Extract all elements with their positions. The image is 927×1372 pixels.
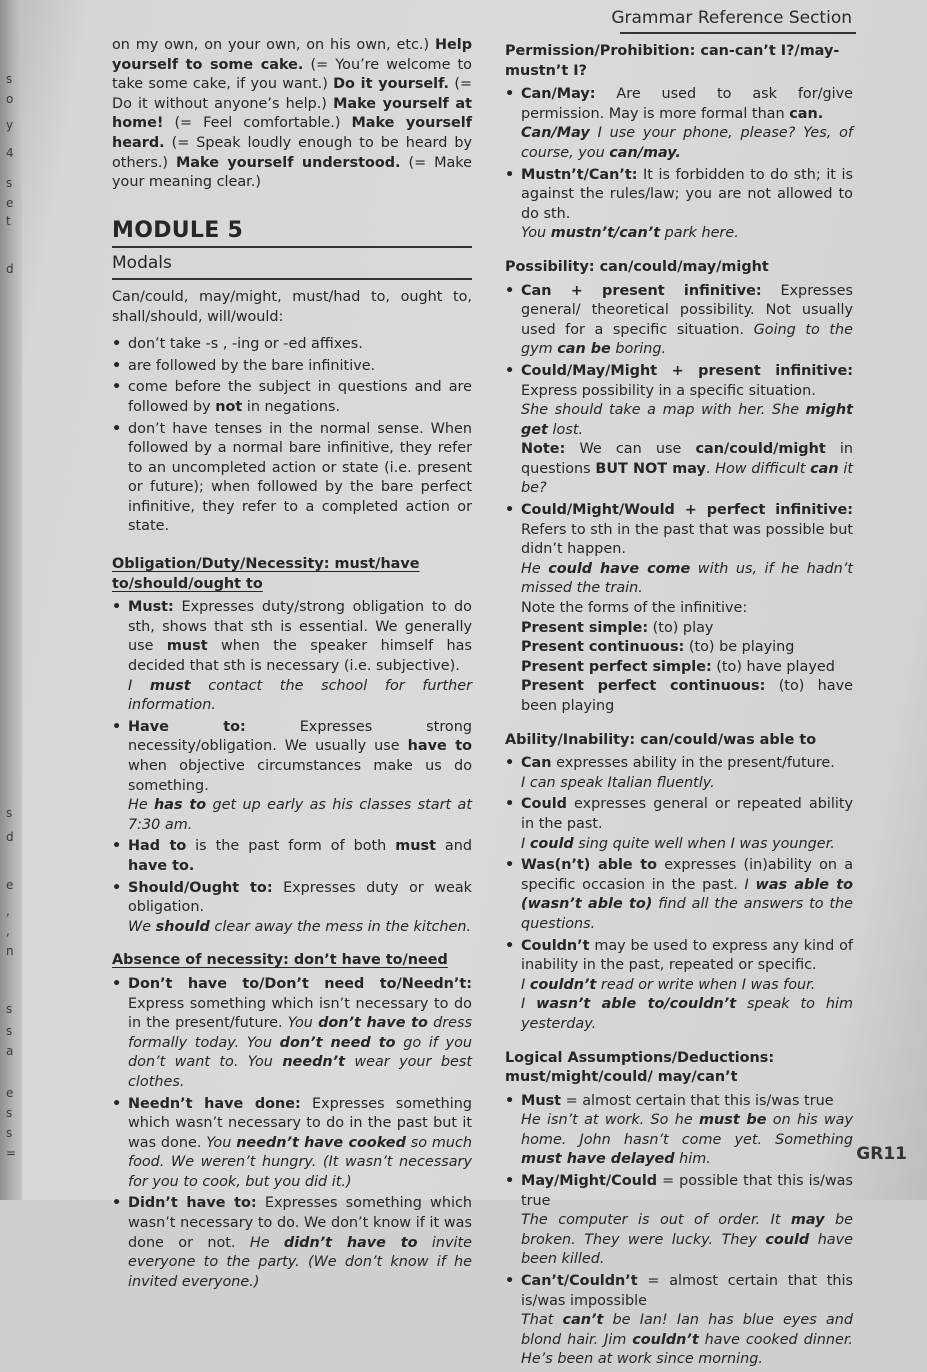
margin-char: o: [6, 92, 14, 106]
text-run: You: [287, 1015, 319, 1032]
text-run: Do it yourself.: [333, 76, 450, 93]
header-rule: [620, 32, 856, 34]
text-run: Could/May/Might + present infinitive:: [521, 362, 853, 379]
text-run: Must: [521, 1092, 562, 1109]
text-run: Make yourself heard.: [112, 115, 472, 151]
text-run: Express something which isn’t necessary to do in the present/future.: [128, 995, 472, 1032]
text-run: Had to: [128, 838, 187, 855]
text-run: expresses ability in the present/future.: [551, 755, 835, 772]
text-run: needn’t have cooked: [236, 1134, 406, 1151]
text-run: must: [166, 638, 208, 655]
margin-char: s: [6, 176, 13, 190]
text-run: can be: [557, 341, 611, 358]
text-run: BUT NOT may: [595, 460, 706, 477]
bullet-item: [505, 795, 853, 854]
text-run: can/may.: [609, 144, 681, 161]
modals-title: Modals: [112, 253, 172, 274]
modals-rule: [112, 278, 472, 280]
text-run: Present perfect continuous:: [521, 678, 766, 695]
text-run: Are used to ask for/give permission. May is more formal than: [521, 86, 853, 122]
margin-char: ,: [6, 924, 10, 938]
text-run: wasn’t able to/couldn’t: [536, 996, 737, 1013]
text-run: (= Feel comfortable.): [163, 115, 352, 132]
text-run: I use your phone, please? Yes, of course, you: [521, 125, 853, 161]
text-run: (= Do it without anyone’s help.): [112, 76, 472, 112]
text-run: Present perfect simple:: [521, 658, 712, 675]
logical-heading: Logical Assumptions/Deductions: must/might/could/ may/can’t: [505, 1049, 775, 1086]
margin-char: n: [6, 944, 14, 958]
text-run: must: [149, 677, 191, 694]
bullet-item: [505, 1172, 853, 1270]
bullet-item: [112, 718, 472, 836]
bullet-item: [505, 362, 853, 499]
text-run: Note:: [521, 441, 566, 458]
bullet-item: [112, 879, 472, 938]
margin-char: 4: [6, 146, 14, 160]
possibility-heading: Possibility: can/could/may/might: [505, 258, 769, 275]
permission-heading: Permission/Prohibition: can-can’t I?/may-mustn’t I?: [505, 43, 840, 79]
text-run: Present simple:: [521, 619, 649, 636]
text-run: must be: [699, 1112, 767, 1129]
margin-char: a: [6, 1044, 14, 1058]
text-run: find all the answers to the questions.: [521, 896, 854, 932]
ability-heading: Ability/Inability: can/could/was able to: [505, 731, 817, 748]
text-run: Can: [521, 755, 552, 772]
text-run: I: [744, 876, 756, 893]
bullet-item: [112, 837, 472, 876]
text-run: Can’t/Couldn’t: [521, 1273, 638, 1290]
text-run: him.: [674, 1151, 711, 1168]
text-run: We can use: [565, 441, 696, 458]
text-run: Help yourself to some cake.: [112, 37, 472, 73]
text-run: Don’t have to/Don’t need to/Needn’t:: [128, 975, 472, 992]
text-run: It is forbidden to do sth; it is against the rules/law; you are not allowed to do sth.: [521, 166, 853, 222]
text-run: Make yourself at home!: [112, 95, 472, 132]
text-run: He: [249, 1234, 284, 1251]
text-run: couldn’t: [529, 976, 597, 993]
text-run: don’t need to: [279, 1034, 396, 1051]
bullet-item: [112, 357, 472, 377]
text-run: = almost certain that this is/was impossible: [521, 1273, 853, 1309]
text-run: wear your best clothes.: [128, 1054, 472, 1090]
bullet-item: [112, 1194, 472, 1292]
text-run: was able to (wasn’t able to): [521, 876, 854, 913]
bullet-item: [505, 754, 853, 793]
text-run: may: [790, 1212, 825, 1229]
bullet-item: [505, 85, 853, 163]
text-run: He isn’t at work. So he: [521, 1112, 700, 1129]
left-column: [112, 36, 472, 1294]
text-run: on his way home. John hasn’t come yet. Something: [521, 1112, 853, 1148]
module-rule: [112, 246, 472, 248]
text-run: have to: [407, 738, 472, 755]
text-run: be Ian! Ian has blue eyes and blond hair. Jim: [521, 1312, 854, 1348]
text-run: get up early as his classes start at 7:30 am.: [128, 797, 472, 833]
text-run: He: [128, 797, 155, 814]
text-run: so much food. We weren’t hungry. (It wasn’t necessary for you to cook, but you did it.): [128, 1134, 472, 1190]
text-run: may be used to express any kind of inability in the past, repeated or specific.: [521, 937, 853, 974]
text-run: could have come: [548, 560, 691, 577]
text-run: Mustn’t/Can’t:: [521, 166, 638, 183]
margin-char: e: [6, 196, 14, 210]
text-run: go if you don’t want to. You: [128, 1034, 472, 1071]
text-run: clear away the mess in the kitchen.: [209, 918, 472, 935]
text-run: Could: [521, 796, 567, 813]
text-run: (= You’re welcome to take some cake, if you want.): [112, 56, 472, 93]
margin-char: s: [6, 72, 13, 86]
text-run: Make yourself understood.: [175, 154, 401, 171]
text-run: in negations.: [242, 398, 341, 415]
text-run: Must:: [128, 599, 174, 616]
ability-list: [505, 754, 853, 1034]
text-run: Needn’t have done:: [128, 1095, 301, 1112]
text-run: (to) play: [648, 619, 714, 636]
text-run: (to) have been playing: [521, 678, 853, 714]
text-run: needn’t: [282, 1054, 345, 1071]
text-run: should: [155, 918, 210, 935]
text-run: Expresses something which wasn’t necessary to do in the past but it was done.: [128, 1095, 472, 1151]
module-title: MODULE 5: [112, 217, 244, 243]
text-run: = possible that this is/was true: [521, 1173, 853, 1209]
text-run: I: [128, 677, 150, 694]
text-run: Could/Might/Would + perfect infinitive:: [521, 502, 853, 519]
text-run: mustn’t/can’t: [550, 225, 661, 242]
bullet-item: [505, 1092, 853, 1170]
text-run: didn’t have to: [283, 1234, 418, 1251]
margin-char: s: [6, 1106, 13, 1120]
absence-list: [112, 975, 472, 1293]
bullet-item: [112, 1095, 472, 1193]
text-run: sing quite well when I was younger.: [573, 835, 835, 852]
text-run: That: [521, 1312, 563, 1329]
margin-char: e: [6, 1086, 14, 1100]
text-run: How difficult: [715, 460, 811, 477]
text-run: Can/May: [521, 125, 590, 142]
text-run: contact the school for further information.: [128, 677, 472, 714]
text-run: have cooked dinner. He’s been at work since morning.: [521, 1331, 853, 1368]
text-run: Going to the gym: [521, 321, 853, 358]
bullet-item: [505, 282, 853, 360]
text-run: boring.: [610, 341, 667, 358]
text-run: be broken. They were lucky. They: [521, 1212, 853, 1248]
text-run: not: [215, 398, 243, 415]
margin-char: s: [6, 1024, 13, 1038]
margin-char: d: [6, 830, 14, 844]
margin-char: =: [6, 1146, 17, 1160]
text-run: Present continuous:: [521, 639, 685, 656]
text-run: can.: [789, 105, 824, 122]
text-run: in questions: [521, 441, 853, 477]
text-run: (to) have played: [711, 658, 835, 675]
text-run: (= Make your meaning clear.): [112, 154, 472, 191]
text-run: The computer is out of order. It: [521, 1212, 791, 1229]
text-run: I: [521, 996, 537, 1013]
text-run: have been killed.: [521, 1231, 854, 1268]
text-run: don’t have to: [318, 1015, 428, 1032]
text-run: (= Speak loudly enough to be heard by others.): [112, 134, 472, 171]
possibility-list: [505, 282, 853, 717]
header-title: Grammar Reference Section: [611, 8, 852, 28]
text-run: I can speak Italian fluently.: [521, 774, 715, 791]
bullet-item: [505, 501, 853, 717]
page-number: GR11: [856, 1144, 907, 1164]
text-run: You: [206, 1134, 237, 1151]
obligation-list: [112, 598, 472, 937]
page-header: [611, 4, 920, 34]
text-run: Express possibility in a specific situation.: [521, 382, 816, 399]
text-run: don’t have tenses in the normal sense. When followed by a normal bare infinitive, they refer to an uncompleted action or state (i.e. present or future); when followed by the bare perfect infinitive, they refer to a completed action or state.: [128, 420, 472, 535]
margin-char: s: [6, 806, 13, 820]
text-run: (to) be playing: [684, 639, 795, 656]
margin-char: ,: [6, 904, 10, 918]
bullet-item: [505, 856, 853, 934]
bullet-item: [505, 937, 853, 1035]
right-column: [505, 42, 853, 1372]
text-run: Expresses duty/strong obligation to do sth, shows that sth is essential. We generally use: [128, 599, 472, 655]
text-run: could: [529, 835, 574, 852]
text-run: can/could/might: [695, 441, 826, 458]
text-run: Expresses strong necessity/obligation. We usually use: [128, 718, 472, 755]
text-run: lost.: [547, 421, 584, 438]
margin-char: t: [6, 214, 11, 228]
text-run: You: [521, 225, 551, 242]
text-run: must: [395, 838, 436, 855]
text-run: He: [521, 560, 549, 577]
text-run: Note the forms of the infinitive:: [521, 600, 748, 617]
text-run: when objective circumstances make us do something.: [128, 758, 472, 794]
text-run: on my own, on your own, on his own, etc.): [112, 37, 435, 53]
text-run: read or write when I was four.: [596, 976, 816, 993]
text-run: can: [810, 460, 839, 477]
text-run: Can/May:: [521, 86, 596, 103]
text-run: = almost certain that this is/was true: [561, 1092, 834, 1109]
text-run: couldn’t: [632, 1331, 699, 1348]
text-run: May/Might/Could: [521, 1173, 658, 1190]
text-run: We: [128, 918, 156, 935]
margin-char: d: [6, 262, 14, 276]
text-run: Couldn’t: [521, 937, 590, 954]
text-run: could: [765, 1231, 810, 1248]
text-run: Expresses duty or weak obligation.: [128, 879, 472, 916]
text-run: Should/Ought to:: [128, 879, 273, 896]
text-run: is the past form of both: [186, 838, 396, 855]
text-run: Expresses something which wasn’t necessary to do. We don’t know if it was done or not.: [128, 1195, 472, 1251]
text-run: I: [521, 835, 530, 852]
text-run: dress formally today. You: [128, 1015, 472, 1051]
logical-list: [505, 1092, 853, 1370]
bullet-item: [112, 335, 472, 355]
intro-paragraph: [112, 36, 472, 193]
text-run: Didn’t have to:: [128, 1195, 257, 1212]
bullet-item: [112, 420, 472, 538]
margin-char: s: [6, 1126, 13, 1140]
text-run: and: [435, 838, 472, 855]
text-run: has to: [154, 797, 207, 814]
text-run: park here.: [660, 225, 739, 242]
text-run: invite everyone to the party. (We don’t know if he invited everyone.): [128, 1234, 473, 1290]
text-run: it be?: [521, 460, 854, 497]
obligation-heading: Obligation/Duty/Necessity: must/have to/should/ought to: [112, 556, 420, 592]
text-run: might get: [521, 402, 853, 438]
text-run: when the speaker himself has decided that sth is necessary (i.e. subjective).: [128, 638, 472, 675]
text-run: can’t: [562, 1312, 604, 1329]
modals-list: [112, 335, 472, 537]
text-run: Expresses general/ theoretical possibility. Not usually used for a specific situation.: [521, 282, 853, 338]
modals-intro: Can/could, may/might, must/had to, ought to, shall/should, will/would:: [112, 288, 472, 325]
text-run: Refers to sth in the past that was possible but didn’t happen.: [521, 521, 853, 558]
text-run: She should take a map with her. She: [521, 402, 806, 419]
text-run: with us, if he hadn’t missed the train.: [521, 560, 854, 597]
text-run: must have delayed: [521, 1151, 675, 1168]
text-run: have to.: [128, 857, 195, 874]
margin-char: e: [6, 878, 14, 892]
bullet-item: [112, 975, 472, 1093]
text-run: don’t take -s , -ing or -ed affixes.: [128, 336, 363, 353]
text-run: are followed by the bare infinitive.: [128, 357, 376, 374]
absence-heading: Absence of necessity: don’t have to/need: [112, 952, 448, 969]
text-run: expresses (in)ability on a specific occasion in the past.: [521, 857, 854, 893]
bullet-item: [112, 378, 472, 417]
text-run: .: [705, 460, 716, 477]
text-run: come before the subject in questions and are followed by: [128, 379, 472, 415]
text-run: I: [521, 976, 530, 993]
text-run: expresses general or repeated ability in the past.: [521, 796, 853, 832]
text-run: Can + present infinitive:: [521, 282, 762, 299]
bullet-item: [112, 598, 472, 716]
text-run: speak to him yesterday.: [521, 996, 853, 1032]
bullet-item: [505, 1272, 853, 1370]
permission-list: [505, 85, 853, 244]
margin-char: s: [6, 1002, 13, 1016]
margin-char: y: [6, 118, 14, 132]
text-run: Have to:: [128, 718, 246, 735]
bullet-item: [505, 166, 853, 244]
text-run: Was(n’t) able to: [521, 857, 658, 874]
